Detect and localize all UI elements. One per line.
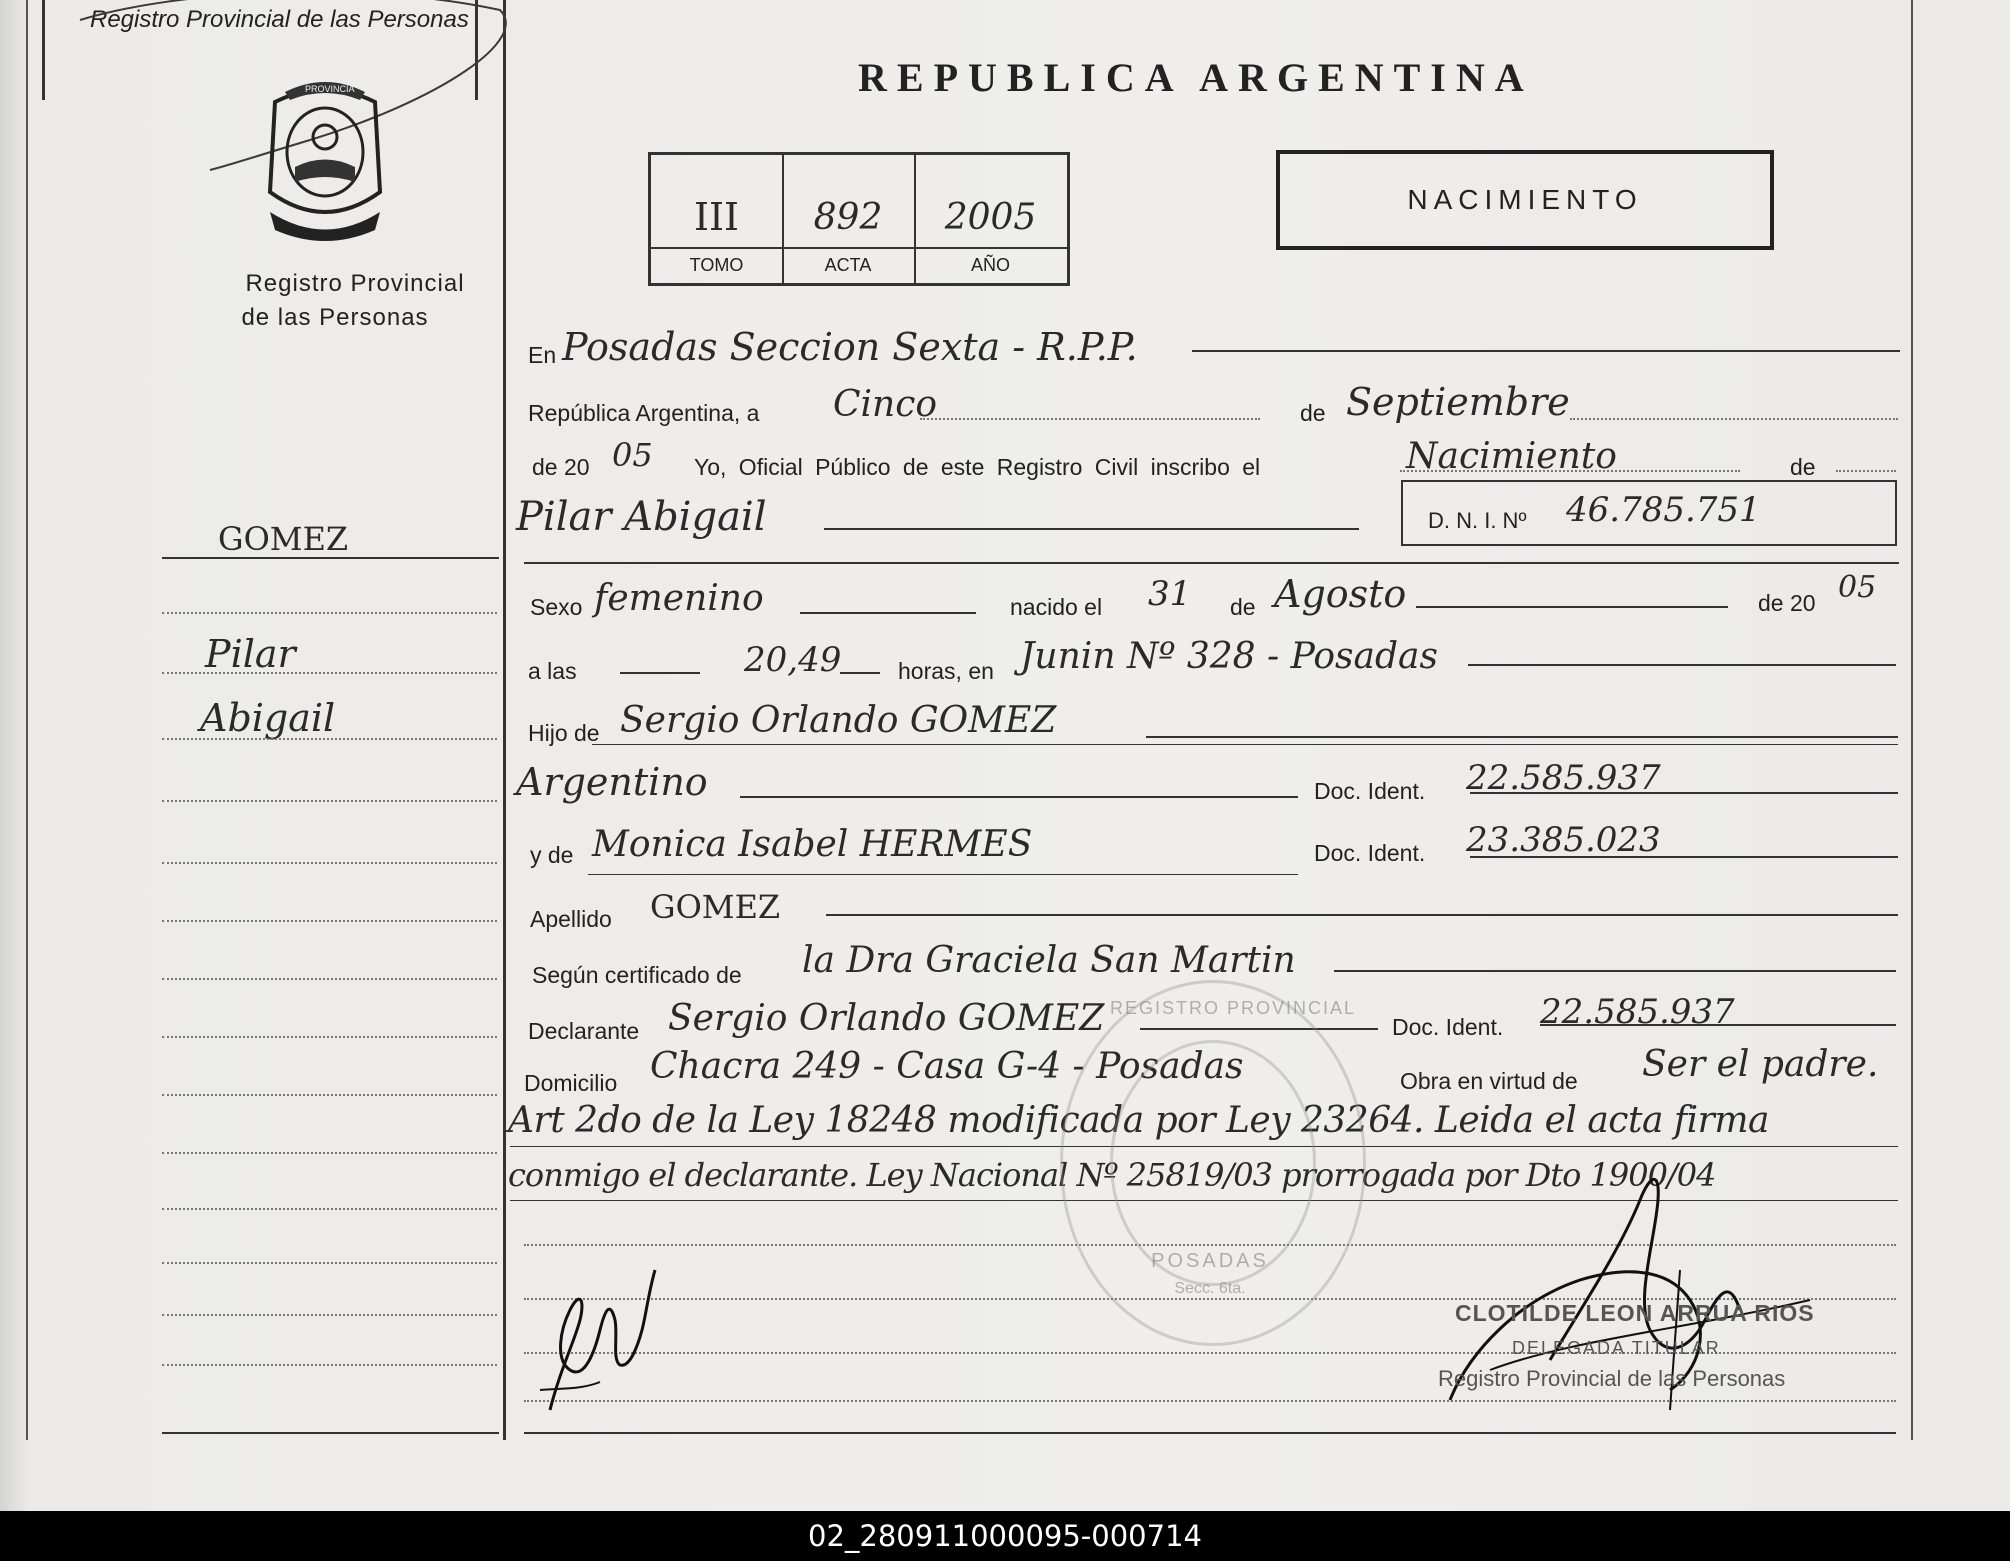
acta-label: ACTA xyxy=(824,255,872,275)
father-name: Sergio Orlando GOMEZ xyxy=(620,700,1057,741)
seal-sub-text: Secc. 6ta. xyxy=(1174,1280,1246,1297)
mother-doc: 23.385.023 xyxy=(1466,820,1661,860)
de2-line xyxy=(1836,470,1896,472)
official-role: DELEGADA TITULAR xyxy=(1512,1338,1721,1358)
side-line xyxy=(162,1036,497,1038)
de20-label: de 20 xyxy=(1758,590,1816,616)
note-line2: conmigo el declarante. Ley Nacional Nº 25819/03 prorrogada por Dto 1900/04 xyxy=(508,1156,1716,1194)
declarant-signature xyxy=(520,1250,670,1420)
hour-value: 20,49 xyxy=(744,640,842,680)
oficial-text: Yo, Oficial Público de este Registro Civil inscribo el xyxy=(694,454,1261,480)
nacimiento-label: NACIMIENTO xyxy=(1407,184,1643,215)
child-name: Pilar Abigail xyxy=(516,494,767,540)
scan-id-footer: 02_280911000095-000714 xyxy=(0,1511,2010,1561)
day-line xyxy=(920,418,1260,420)
father-line xyxy=(1146,736,1898,738)
official-name: CLOTILDE LEON ARRUA RIOS xyxy=(1455,1300,1815,1326)
record-box xyxy=(648,152,1070,286)
side-separator xyxy=(162,557,499,559)
side-line xyxy=(162,612,497,614)
birth-month-line xyxy=(1416,606,1728,608)
mother-doc-line xyxy=(1470,856,1898,858)
page-title: REPUBLICA ARGENTINA xyxy=(858,55,1534,100)
emblem-bottom-text: MISIONES xyxy=(298,218,343,228)
note-line1: Art 2do de la Ley 18248 modificada por Ley 23264. Leida el acta firma xyxy=(508,1100,1769,1141)
en-label: En xyxy=(528,342,557,368)
birth-day: 31 xyxy=(1148,574,1192,614)
horas-label: horas, en xyxy=(898,658,994,684)
act-value: Nacimiento xyxy=(1406,436,1617,477)
act-line xyxy=(1400,470,1740,472)
child-name-line xyxy=(824,528,1359,530)
year-value: 05 xyxy=(612,436,653,474)
republica-label: República Argentina, a xyxy=(528,400,760,426)
left-margin-line xyxy=(26,0,28,1440)
doc-label-mother: Doc. Ident. xyxy=(1314,840,1426,866)
mother-line xyxy=(588,874,1298,875)
side-line xyxy=(162,672,497,674)
registry-name-line1: Registro Provincial xyxy=(245,270,465,297)
side-name2: Abigail xyxy=(200,696,336,740)
column-divider xyxy=(503,0,506,1440)
cert-value: la Dra Graciela San Martin xyxy=(802,940,1296,981)
side-bottom-line xyxy=(162,1432,499,1434)
hijo-label: Hijo de xyxy=(528,720,600,746)
side-line xyxy=(162,800,497,802)
month-value: Septiembre xyxy=(1346,380,1570,424)
top-stamp-text: Registro Provincial de las Personas xyxy=(90,6,469,33)
father-nationality: Argentino xyxy=(516,760,708,804)
nat-line xyxy=(740,796,1298,798)
declarante-doc-line xyxy=(1540,1024,1896,1026)
side-line xyxy=(162,1364,497,1366)
apellido-value: GOMEZ xyxy=(650,888,781,926)
side-line xyxy=(162,1208,497,1210)
apellido-line xyxy=(826,914,1898,916)
nacimiento-box xyxy=(1276,150,1774,250)
sexo-value: femenino xyxy=(594,578,764,619)
obra-value: Ser el padre. xyxy=(1642,1044,1879,1085)
registry-name-line2: de las Personas xyxy=(241,304,429,331)
en-value: Posadas Seccion Sexta - R.P.P. xyxy=(562,325,1138,369)
right-border xyxy=(1911,0,1913,1440)
mother-name: Monica Isabel HERMES xyxy=(592,824,1033,865)
month-line xyxy=(1570,418,1898,420)
tomo-value: III xyxy=(693,195,740,239)
de-label: de xyxy=(1300,400,1326,426)
official-org: Registro Provincial de las Personas xyxy=(1438,1366,1786,1391)
side-line xyxy=(162,862,497,864)
year-prefix: de 20 xyxy=(532,454,590,480)
birth-year: 05 xyxy=(1838,570,1877,605)
emblem-top-text: PROVINCIA xyxy=(305,84,355,94)
father-doc-line xyxy=(1470,792,1898,794)
sexo-label: Sexo xyxy=(530,594,583,620)
side-line xyxy=(162,1152,497,1154)
alas-label: a las xyxy=(528,658,577,684)
tomo-label: TOMO xyxy=(689,255,744,275)
side-line xyxy=(162,1094,497,1096)
declarante-value: Sergio Orlando GOMEZ xyxy=(668,998,1105,1039)
father-doc: 22.585.937 xyxy=(1466,758,1661,798)
form-separator xyxy=(524,562,1899,564)
hour-line-right xyxy=(840,672,880,674)
nacido-label: nacido el xyxy=(1010,594,1103,620)
ano-label: AÑO xyxy=(970,255,1010,275)
de3-label: de xyxy=(1230,594,1256,620)
birth-month: Agosto xyxy=(1274,572,1407,616)
declarante-label: Declarante xyxy=(528,1018,640,1044)
record-box-divider xyxy=(651,247,1067,249)
doc-label-father: Doc. Ident. xyxy=(1314,778,1426,804)
yde-label: y de xyxy=(530,842,574,868)
side-name1: Pilar xyxy=(205,632,296,676)
obra-label: Obra en virtud de xyxy=(1400,1068,1578,1094)
sexo-line xyxy=(800,612,976,614)
day-value: Cinco xyxy=(833,384,938,425)
segun-label: Según certificado de xyxy=(532,962,742,988)
domicilio-value: Chacra 249 - Casa G-4 - Posadas xyxy=(650,1046,1244,1087)
side-line xyxy=(162,978,497,980)
dni-value: 46.785.751 xyxy=(1566,490,1761,530)
cert-line xyxy=(1334,970,1896,972)
side-line xyxy=(162,1262,497,1264)
side-line xyxy=(162,1314,497,1316)
declarante-doc: 22.585.937 xyxy=(1540,992,1735,1032)
acta-value: 892 xyxy=(813,197,883,238)
form-bottom-line xyxy=(524,1432,1896,1434)
ano-value: 2005 xyxy=(944,197,1037,238)
apellido-label: Apellido xyxy=(530,906,612,932)
de2-label: de xyxy=(1790,454,1816,480)
father-line-2 xyxy=(592,744,1898,745)
side-surname: GOMEZ xyxy=(218,520,349,558)
seal-top-text: REGISTRO PROVINCIAL xyxy=(1110,998,1357,1018)
place-line xyxy=(1468,664,1896,666)
en-line xyxy=(1192,350,1900,352)
place-value: Junin Nº 328 - Posadas xyxy=(1020,636,1438,677)
domicilio-label: Domicilio xyxy=(524,1070,618,1096)
seal-center-text: POSADAS xyxy=(1151,1250,1269,1272)
side-line xyxy=(162,920,497,922)
doc-label-declarante: Doc. Ident. xyxy=(1392,1014,1504,1040)
dni-label: D. N. I. Nº xyxy=(1428,508,1527,533)
hour-line-left xyxy=(620,672,700,674)
side-line xyxy=(162,738,497,740)
